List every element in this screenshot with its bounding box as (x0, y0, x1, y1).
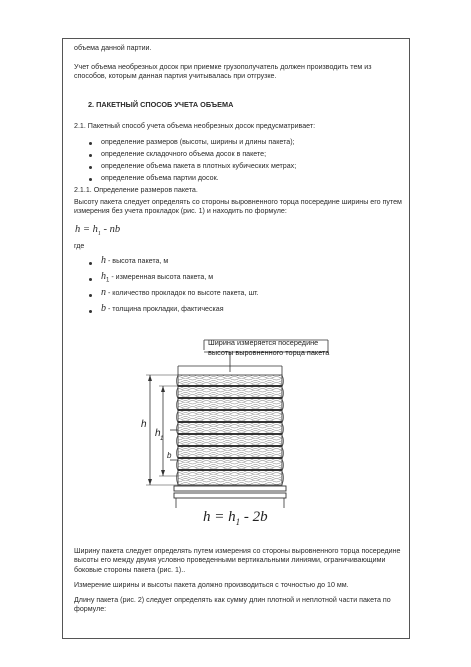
variable-item: h - высота пакета, м (101, 255, 169, 266)
list-item: определение объема пакета в плотных кубических метрах; (101, 162, 297, 170)
list-item: определение объема партии досок. (101, 174, 219, 182)
label-h1: h (155, 428, 161, 439)
label-b: b (167, 451, 172, 460)
paragraph-height: Высоту пакета следует определять со стороны выровненного торца посередине ширины его путем измерения без учета прокладок (рис. 1) и находить по формуле: (74, 198, 402, 216)
label-h1-sub: 1 (160, 436, 164, 442)
bullet-icon (89, 294, 92, 297)
list-item: определение размеров (высоты, ширины и длины пакета); (101, 138, 295, 146)
bullet-icon (89, 278, 92, 281)
paragraph-precision: Измерение ширины и высоты пакета должно производиться с точностью до 10 мм. (74, 581, 349, 589)
figure-caption-line1: Ширина измеряется посередине (208, 338, 319, 347)
bullet-icon (89, 166, 92, 169)
variable-item: b - толщина прокладки, фактическая (101, 303, 224, 314)
variable-item: n - количество прокладок по высоте пакета, шт. (101, 287, 259, 298)
bullet-icon (89, 142, 92, 145)
variable-item: $h_1$ - измеренная высота пакета, м (101, 271, 214, 284)
bullet-icon (89, 262, 92, 265)
bullet-icon (89, 178, 92, 181)
list-item: определение складочного объема досок в пакете; (101, 150, 267, 158)
figure-caption-line2: высоты выровненного торца пакета (208, 348, 330, 357)
bullet-icon (89, 310, 92, 313)
formula-height: $h = h_1$ - nb (75, 224, 121, 238)
paragraph-accounting: Учет объема необрезных досок при приемке грузополучатель должен производить тем из способов, которым данная партия учитывалась при отгрузке. (74, 63, 372, 81)
paragraph-2-1: 2.1. Пакетный способ учета объема необрезных досок предусматривает: (74, 122, 316, 130)
paragraph-intro-end: объема данной партии. (74, 44, 152, 52)
label-h: h (141, 419, 147, 430)
paragraph-width: Ширину пакета следует определять путем измерения со стороны выровненного торца посередине высоты его между двумя условно проведенными вертикальными линиями, ограничивающими боковые стороны пакета (рис. 1).. (74, 547, 401, 574)
section-heading: 2. ПАКЕТНЫЙ СПОСОБ УЧЕТА ОБЪЕМА (88, 100, 234, 109)
paragraph-length: Длину пакета (рис. 2) следует определять как сумму длин плотной и неплотной части пакета по формуле: (74, 596, 391, 614)
paragraph-2-1-1: 2.1.1. Определение размеров пакета. (74, 186, 198, 194)
label-where: где (74, 242, 85, 250)
figure-formula: $h = h_1 - 2b$ (203, 509, 268, 527)
bullet-icon (89, 154, 92, 157)
